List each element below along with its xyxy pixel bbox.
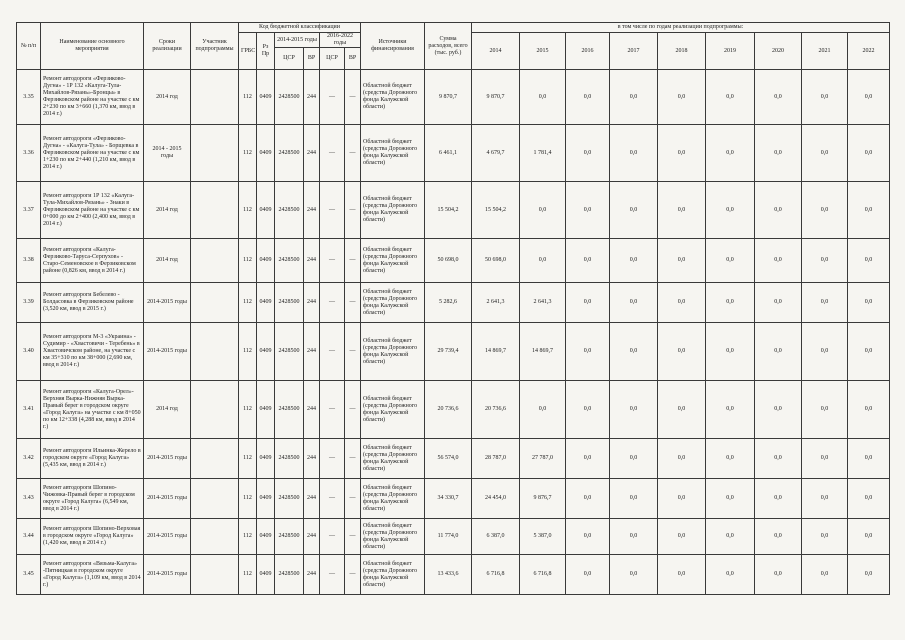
header-grbs: ГРБС: [239, 33, 257, 70]
year-value-2014: 24 454,0: [472, 479, 520, 519]
table-row: [17, 479, 890, 519]
year-value-2020: 0,0: [755, 439, 802, 479]
year-value-2014: 6 387,0: [472, 519, 520, 555]
csr2-cell: —: [320, 439, 345, 479]
year-value-2022: 0,0: [848, 555, 890, 595]
year-value-2022: 0,0: [848, 239, 890, 283]
source-cell: Областной бюджет (средства Дорожного фонда Калужской области): [361, 125, 425, 182]
year-value-2018: 0,0: [658, 323, 706, 381]
csr-cell: 2428500: [275, 439, 304, 479]
csr-cell: 2428500: [275, 239, 304, 283]
header-year-2022: 2022: [848, 33, 890, 70]
participant-cell: [191, 381, 239, 439]
year-value-2022: 0,0: [848, 182, 890, 239]
vr-cell: 244: [304, 182, 320, 239]
vr-cell: 244: [304, 70, 320, 125]
total-cell: 5 282,6: [425, 283, 472, 323]
year-value-2017: 0,0: [610, 439, 658, 479]
grbs-cell: 112: [239, 70, 257, 125]
rzpr-cell: 0409: [257, 555, 275, 595]
event-name: Ремонт автодороги Бебелево - Болдасовка в Ферзиковском районе (3,520 км, ввод в 2015 г.): [41, 283, 144, 323]
year-value-2014: 20 736,6: [472, 381, 520, 439]
year-value-2018: 0,0: [658, 479, 706, 519]
year-value-2021: 0,0: [802, 479, 848, 519]
year-value-2018: 0,0: [658, 125, 706, 182]
vr2-cell: —: [345, 182, 361, 239]
year-value-2019: 0,0: [706, 439, 755, 479]
participant-cell: [191, 555, 239, 595]
year-value-2017: 0,0: [610, 555, 658, 595]
grbs-cell: 112: [239, 283, 257, 323]
event-name: Ремонт автодороги М-3 «Украина» - Судимир - «Хвастовичи - Теребень» в Хвастовичском районе, на участке с км 35+310 по км 38+000 (2,690 км, ввод в 2014 г.): [41, 323, 144, 381]
terms-cell: 2014-2015 годы: [144, 283, 191, 323]
year-value-2021: 0,0: [802, 439, 848, 479]
header-terms: Сроки реализации: [144, 23, 191, 70]
year-value-2018: 0,0: [658, 439, 706, 479]
year-value-2016: 0,0: [566, 125, 610, 182]
participant-cell: [191, 479, 239, 519]
header-name: Наименование основного мероприятия: [41, 23, 144, 70]
source-cell: Областной бюджет (средства Дорожного фонда Калужской области): [361, 239, 425, 283]
year-value-2015: 6 716,8: [520, 555, 566, 595]
participant-cell: [191, 519, 239, 555]
year-value-2019: 0,0: [706, 323, 755, 381]
year-value-2018: 0,0: [658, 239, 706, 283]
grbs-cell: 112: [239, 555, 257, 595]
vr-cell: 244: [304, 239, 320, 283]
table-row: [17, 182, 890, 239]
year-value-2014: 6 716,8: [472, 555, 520, 595]
participant-cell: [191, 125, 239, 182]
vr2-cell: —: [345, 239, 361, 283]
year-value-2022: 0,0: [848, 381, 890, 439]
year-value-2015: 0,0: [520, 70, 566, 125]
total-cell: 11 774,0: [425, 519, 472, 555]
source-cell: Областной бюджет (средства Дорожного фонда Калужской области): [361, 323, 425, 381]
row-number: 3.44: [17, 519, 41, 555]
year-value-2017: 0,0: [610, 323, 658, 381]
csr2-cell: —: [320, 125, 345, 182]
vr-cell: 244: [304, 283, 320, 323]
total-cell: 6 461,1: [425, 125, 472, 182]
year-value-2021: 0,0: [802, 555, 848, 595]
csr2-cell: —: [320, 182, 345, 239]
year-value-2022: 0,0: [848, 283, 890, 323]
event-name: Ремонт автодороги «Ферзиково-Дугна» - 1Р 132 «Калуга-Тула-Михайлов-Рязань»-Бронцы» в Ферзиковском районе на участке с км 2+230 по км 3+660 (1,370 км, ввод в 2014 г.): [41, 70, 144, 125]
year-value-2017: 0,0: [610, 519, 658, 555]
year-value-2017: 0,0: [610, 182, 658, 239]
year-value-2016: 0,0: [566, 283, 610, 323]
csr2-cell: —: [320, 479, 345, 519]
year-value-2020: 0,0: [755, 381, 802, 439]
header-budget-code: Код бюджетной классификации: [239, 23, 361, 33]
year-value-2016: 0,0: [566, 439, 610, 479]
vr2-cell: —: [345, 323, 361, 381]
header-year-2015: 2015: [520, 33, 566, 70]
year-value-2018: 0,0: [658, 519, 706, 555]
vr-cell: 244: [304, 323, 320, 381]
year-value-2019: 0,0: [706, 182, 755, 239]
participant-cell: [191, 323, 239, 381]
header-csr-1: ЦСР: [275, 48, 304, 70]
year-value-2020: 0,0: [755, 182, 802, 239]
vr-cell: 244: [304, 555, 320, 595]
header-vr-2: ВР: [345, 48, 361, 70]
grbs-cell: 112: [239, 239, 257, 283]
total-cell: 15 504,2: [425, 182, 472, 239]
csr-cell: 2428500: [275, 479, 304, 519]
year-value-2020: 0,0: [755, 125, 802, 182]
row-number: 3.43: [17, 479, 41, 519]
grbs-cell: 112: [239, 439, 257, 479]
event-name: Ремонт автодороги Шопино-Чижовка-Правый берег в городском округе «Город Калуга» (6,549 км, ввод в 2014 г.): [41, 479, 144, 519]
year-value-2022: 0,0: [848, 479, 890, 519]
year-value-2022: 0,0: [848, 519, 890, 555]
year-value-2022: 0,0: [848, 70, 890, 125]
header-year-2017: 2017: [610, 33, 658, 70]
header-period-2016-2022: 2016-2022 годы: [320, 33, 361, 48]
vr2-cell: —: [345, 70, 361, 125]
source-cell: Областной бюджет (средства Дорожного фонда Калужской области): [361, 439, 425, 479]
year-value-2016: 0,0: [566, 381, 610, 439]
event-name: Ремонт автодороги «Вязьма-Калуга» -Пятницкая в городском округе «Город Калуга» (1,109 км, ввод в 2014 г.): [41, 555, 144, 595]
row-number: 3.40: [17, 323, 41, 381]
grbs-cell: 112: [239, 323, 257, 381]
event-name: Ремонт автодороги «Калуга-Орел»-Верхняя Вырка-Нижняя Вырка-Правый берег в городском округе «Город Калуга» на участке с км 8+050 по км 12+338 (4,288 км, ввод в 2014 г.): [41, 381, 144, 439]
vr2-cell: —: [345, 283, 361, 323]
year-value-2021: 0,0: [802, 70, 848, 125]
year-value-2014: 4 679,7: [472, 125, 520, 182]
terms-cell: 2014 год: [144, 70, 191, 125]
rzpr-cell: 0409: [257, 519, 275, 555]
year-value-2018: 0,0: [658, 70, 706, 125]
row-number: 3.38: [17, 239, 41, 283]
year-value-2015: 27 787,0: [520, 439, 566, 479]
year-value-2021: 0,0: [802, 182, 848, 239]
table-row: [17, 323, 890, 381]
event-name: Ремонт автодороги Ильинка-Жерело в городском округе «Город Калуга» (5,435 км, ввод в 2014 г.): [41, 439, 144, 479]
total-cell: 34 330,7: [425, 479, 472, 519]
terms-cell: 2014-2015 годы: [144, 519, 191, 555]
year-value-2015: 2 641,3: [520, 283, 566, 323]
year-value-2020: 0,0: [755, 519, 802, 555]
vr-cell: 244: [304, 479, 320, 519]
header-year-2020: 2020: [755, 33, 802, 70]
csr-cell: 2428500: [275, 125, 304, 182]
csr2-cell: —: [320, 555, 345, 595]
csr-cell: 2428500: [275, 323, 304, 381]
event-name: Ремонт автодороги «Ферзиково-Дугна» - «Калуга-Тула» - Борщевка в Ферзиковском районе на участке с км 1+230 по км 2+440 (1,210 км, ввод в 2014 г.): [41, 125, 144, 182]
year-value-2018: 0,0: [658, 555, 706, 595]
table-row: [17, 381, 890, 439]
year-value-2018: 0,0: [658, 381, 706, 439]
year-value-2015: 0,0: [520, 381, 566, 439]
year-value-2021: 0,0: [802, 519, 848, 555]
row-number: 3.36: [17, 125, 41, 182]
year-value-2015: 1 781,4: [520, 125, 566, 182]
year-value-2020: 0,0: [755, 479, 802, 519]
year-value-2014: 15 504,2: [472, 182, 520, 239]
terms-cell: 2014-2015 годы: [144, 323, 191, 381]
year-value-2022: 0,0: [848, 125, 890, 182]
year-value-2014: 28 787,0: [472, 439, 520, 479]
vr2-cell: —: [345, 381, 361, 439]
table-body: [17, 70, 890, 595]
row-number: 3.37: [17, 182, 41, 239]
row-number: 3.35: [17, 70, 41, 125]
year-value-2016: 0,0: [566, 70, 610, 125]
participant-cell: [191, 439, 239, 479]
vr-cell: 244: [304, 381, 320, 439]
csr-cell: 2428500: [275, 70, 304, 125]
header-no: № п/п: [17, 23, 41, 70]
event-name: Ремонт автодороги 1Р 132 «Калуга-Тула-Михайлов-Рязань» - Знаки в Ферзиковском районе на участке с км 0+000 до км 2+400 (2,400 км, ввод в 2014 г.): [41, 182, 144, 239]
year-value-2016: 0,0: [566, 519, 610, 555]
year-value-2019: 0,0: [706, 555, 755, 595]
year-value-2016: 0,0: [566, 479, 610, 519]
terms-cell: 2014-2015 годы: [144, 555, 191, 595]
year-value-2016: 0,0: [566, 182, 610, 239]
year-value-2014: 50 698,0: [472, 239, 520, 283]
participant-cell: [191, 70, 239, 125]
row-number: 3.39: [17, 283, 41, 323]
csr2-cell: —: [320, 323, 345, 381]
year-value-2019: 0,0: [706, 125, 755, 182]
source-cell: Областной бюджет (средства Дорожного фонда Калужской области): [361, 555, 425, 595]
year-value-2014: 14 869,7: [472, 323, 520, 381]
header-year-2014: 2014: [472, 33, 520, 70]
csr2-cell: —: [320, 283, 345, 323]
rzpr-cell: 0409: [257, 439, 275, 479]
year-value-2021: 0,0: [802, 283, 848, 323]
total-cell: 29 739,4: [425, 323, 472, 381]
vr-cell: 244: [304, 439, 320, 479]
header-participants: Участник подпрограммы: [191, 23, 239, 70]
total-cell: 13 433,6: [425, 555, 472, 595]
grbs-cell: 112: [239, 479, 257, 519]
header-period-2014-2015: 2014-2015 годы: [275, 33, 320, 48]
table-row: [17, 555, 890, 595]
year-value-2017: 0,0: [610, 125, 658, 182]
rzpr-cell: 0409: [257, 182, 275, 239]
year-value-2017: 0,0: [610, 283, 658, 323]
source-cell: Областной бюджет (средства Дорожного фонда Калужской области): [361, 519, 425, 555]
year-value-2020: 0,0: [755, 239, 802, 283]
year-value-2017: 0,0: [610, 70, 658, 125]
year-value-2017: 0,0: [610, 381, 658, 439]
terms-cell: 2014-2015 годы: [144, 479, 191, 519]
participant-cell: [191, 283, 239, 323]
vr2-cell: —: [345, 439, 361, 479]
csr2-cell: —: [320, 381, 345, 439]
header-year-2019: 2019: [706, 33, 755, 70]
year-value-2020: 0,0: [755, 70, 802, 125]
year-value-2015: 0,0: [520, 239, 566, 283]
year-value-2021: 0,0: [802, 239, 848, 283]
row-number: 3.42: [17, 439, 41, 479]
year-value-2016: 0,0: [566, 239, 610, 283]
header-rzpr: Рз Пр: [257, 33, 275, 70]
year-value-2021: 0,0: [802, 125, 848, 182]
grbs-cell: 112: [239, 125, 257, 182]
vr-cell: 244: [304, 125, 320, 182]
year-value-2022: 0,0: [848, 323, 890, 381]
year-value-2014: 2 641,3: [472, 283, 520, 323]
rzpr-cell: 0409: [257, 381, 275, 439]
participant-cell: [191, 182, 239, 239]
vr-cell: 244: [304, 519, 320, 555]
terms-cell: 2014 год: [144, 381, 191, 439]
grbs-cell: 112: [239, 381, 257, 439]
source-cell: Областной бюджет (средства Дорожного фонда Калужской области): [361, 182, 425, 239]
rzpr-cell: 0409: [257, 70, 275, 125]
table-row: [17, 125, 890, 182]
rzpr-cell: 0409: [257, 125, 275, 182]
year-value-2019: 0,0: [706, 283, 755, 323]
year-value-2019: 0,0: [706, 479, 755, 519]
year-value-2021: 0,0: [802, 381, 848, 439]
header-year-2018: 2018: [658, 33, 706, 70]
year-value-2015: 14 869,7: [520, 323, 566, 381]
year-value-2020: 0,0: [755, 555, 802, 595]
year-value-2016: 0,0: [566, 323, 610, 381]
csr-cell: 2428500: [275, 519, 304, 555]
vr2-cell: —: [345, 479, 361, 519]
year-value-2020: 0,0: [755, 283, 802, 323]
rzpr-cell: 0409: [257, 283, 275, 323]
csr-cell: 2428500: [275, 555, 304, 595]
csr2-cell: —: [320, 239, 345, 283]
source-cell: Областной бюджет (средства Дорожного фонда Калужской области): [361, 479, 425, 519]
year-value-2015: 5 387,0: [520, 519, 566, 555]
header-year-2021: 2021: [802, 33, 848, 70]
csr-cell: 2428500: [275, 182, 304, 239]
total-cell: 9 870,7: [425, 70, 472, 125]
budget-table: [16, 22, 890, 595]
rzpr-cell: 0409: [257, 323, 275, 381]
csr-cell: 2428500: [275, 381, 304, 439]
year-value-2017: 0,0: [610, 479, 658, 519]
year-value-2015: 9 876,7: [520, 479, 566, 519]
grbs-cell: 112: [239, 519, 257, 555]
source-cell: Областной бюджет (средства Дорожного фонда Калужской области): [361, 283, 425, 323]
header-source: Источники финансирования: [361, 23, 425, 70]
terms-cell: 2014 год: [144, 182, 191, 239]
grbs-cell: 112: [239, 182, 257, 239]
header-including: в том числе по годам реализации подпрограммы:: [472, 23, 890, 33]
table-row: [17, 439, 890, 479]
table-row: [17, 70, 890, 125]
terms-cell: 2014 - 2015 годы: [144, 125, 191, 182]
terms-cell: 2014-2015 годы: [144, 439, 191, 479]
source-cell: Областной бюджет (средства Дорожного фонда Калужской области): [361, 381, 425, 439]
year-value-2014: 9 870,7: [472, 70, 520, 125]
terms-cell: 2014 год: [144, 239, 191, 283]
year-value-2019: 0,0: [706, 70, 755, 125]
row-number: 3.45: [17, 555, 41, 595]
rzpr-cell: 0409: [257, 479, 275, 519]
table-row: [17, 239, 890, 283]
header-vr-1: ВР: [304, 48, 320, 70]
header-csr-2: ЦСР: [320, 48, 345, 70]
total-cell: 20 736,6: [425, 381, 472, 439]
participant-cell: [191, 239, 239, 283]
year-value-2017: 0,0: [610, 239, 658, 283]
year-value-2019: 0,0: [706, 519, 755, 555]
year-value-2019: 0,0: [706, 381, 755, 439]
total-cell: 50 698,0: [425, 239, 472, 283]
vr2-cell: —: [345, 555, 361, 595]
year-value-2022: 0,0: [848, 439, 890, 479]
csr2-cell: —: [320, 70, 345, 125]
year-value-2016: 0,0: [566, 555, 610, 595]
event-name: Ремонт автодороги Шопино-Верховая в городском округе «Город Калуга» (1,420 км, ввод в 2014 г.): [41, 519, 144, 555]
year-value-2018: 0,0: [658, 182, 706, 239]
csr-cell: 2428500: [275, 283, 304, 323]
rzpr-cell: 0409: [257, 239, 275, 283]
year-value-2021: 0,0: [802, 323, 848, 381]
source-cell: Областной бюджет (средства Дорожного фонда Калужской области): [361, 70, 425, 125]
vr2-cell: —: [345, 125, 361, 182]
header-total: Сумма расходов, всего (тыс. руб.): [425, 23, 472, 70]
year-value-2015: 0,0: [520, 182, 566, 239]
table-row: [17, 519, 890, 555]
year-value-2019: 0,0: [706, 239, 755, 283]
table-row: [17, 283, 890, 323]
csr2-cell: —: [320, 519, 345, 555]
year-value-2020: 0,0: [755, 323, 802, 381]
total-cell: 56 574,0: [425, 439, 472, 479]
header-year-2016: 2016: [566, 33, 610, 70]
vr2-cell: —: [345, 519, 361, 555]
event-name: Ремонт автодороги «Калуга-Ферзиково-Таруса-Серпухов» - Старо-Семеновское в Ферзиковском районе (0,826 км, ввод в 2014 г.): [41, 239, 144, 283]
row-number: 3.41: [17, 381, 41, 439]
year-value-2018: 0,0: [658, 283, 706, 323]
